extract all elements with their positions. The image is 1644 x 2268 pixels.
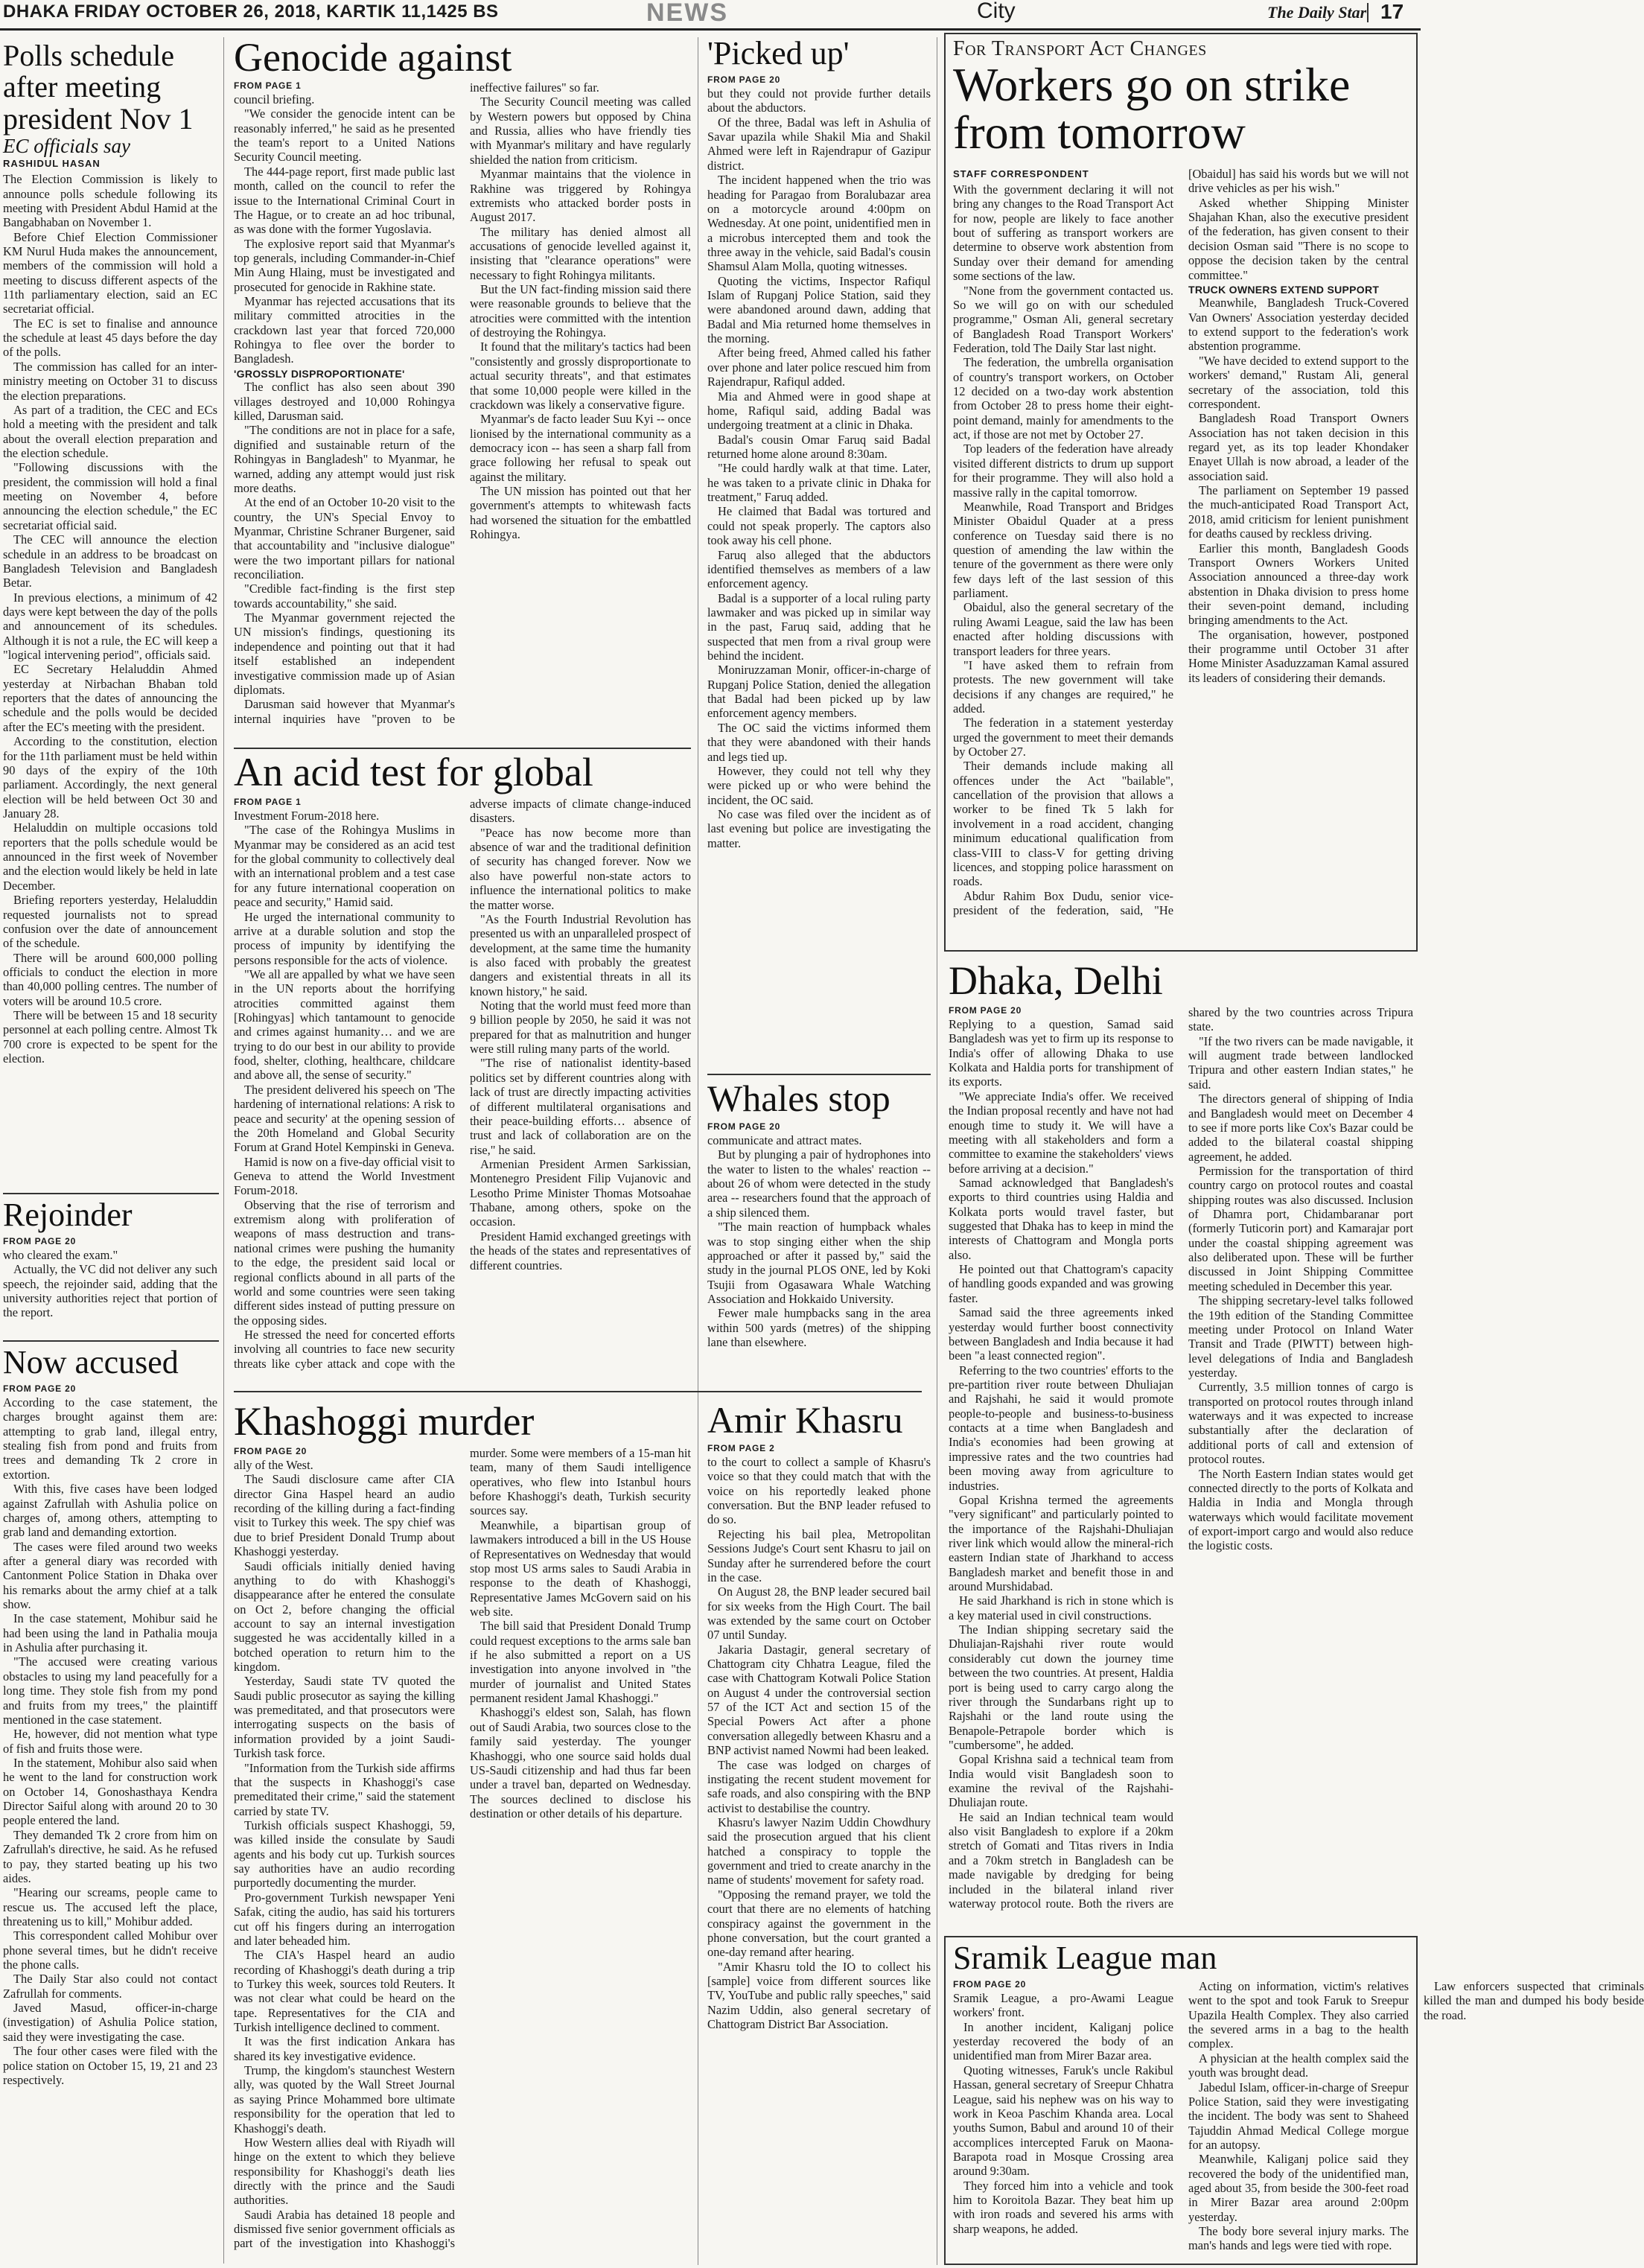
- story-paragraph: Faruq also alleged that the abductors identified themselves as members of a law enforcement agency.: [707, 547, 931, 591]
- story-paragraph: Their demands include making all offences under the Act "bailable", cancellation of the provision that allows a worker to be fined Tk 5 lakh for involvement in a road accident, changing minimum educational qualification from class-VIII to class-V for getting driving licences, and stopping police harassment on roads.: [953, 759, 1173, 889]
- story-paragraph: The explosive report said that Myanmar's top generals, including Commander-in-Chief Min Aung Hlaing, must be investigated and prosecuted for genocide in Rakhine state.: [234, 236, 455, 294]
- story-paragraph: who cleared the exam.": [3, 1248, 118, 1262]
- story-whales-stop: [707, 1077, 931, 1385]
- story-paragraph: Sramik League, a pro-Awami League workers' front.: [953, 1991, 1173, 2020]
- story-paragraph: The bill said that President Donald Trump could request exceptions to the arms sale ban if he also submitted a report on a US investigation into anyone involved in "the murder of journalist and United States permanent resident Jamal Khashoggi.": [470, 1619, 691, 1706]
- story-paragraph: At the end of an October 10-20 visit to the country, the UN's Special Envoy to Myanmar, Christine Schraner Burgener, said that accountability and "inclusive dialogue" were the two important pillars for national reconciliation.: [234, 495, 455, 582]
- story-paragraph: Rejecting his bail plea, Metropolitan Sessions Judge's Court sent Khasru to jail on Sunday after he surrendered before the court in the case.: [707, 1526, 931, 1584]
- story-paragraph: The case was lodged on charges of instigating the recent student movement for safe roads, and also conspiring with the BNP activist to destabilise the country.: [707, 1757, 931, 1815]
- amir-body: [707, 1455, 931, 2031]
- polls-subhead: EC officials say: [3, 135, 130, 158]
- story-paragraph: Investment Forum-2018 here.: [234, 809, 380, 823]
- story-paragraph: "Hearing our screams, people came to rescue us. The accused left the place, threatening us to kill," Mohibur added.: [3, 1885, 217, 1928]
- story-paragraph: "Amir Khasru told the IO to collect his [sample] voice from different sources like TV, YouTube and public rally speeches," said Nazim Uddin, also general secretary of Chattogram District Bar Association.: [707, 1959, 931, 2032]
- section-rule: [234, 748, 691, 749]
- delhi-headline[interactable]: Dhaka, Delhi: [949, 958, 1163, 1003]
- story-rejoinder: [3, 1199, 217, 1337]
- story-paragraph: "The case of the Rohingya Muslims in Myanmar may be considered as an acid test for the global community to collectively deal with an international problem and a test case for any future international cooperation on peace and security," Hamid said.: [234, 823, 455, 910]
- story-paragraph: According to the case statement, the charges brought against them are: attempting to grab land, illegal entry, stealing fish from pond and fruits from trees and demanding Tk 2 crore in extortion.: [3, 1395, 217, 1482]
- story-paragraph: "If the two rivers can be made navigable, it will augment trade between landlocked Tripura and other eastern Indian states," he said.: [1188, 1033, 1413, 1092]
- whales-from: FROM PAGE 20: [707, 1121, 781, 1132]
- acid-body: [234, 797, 691, 1373]
- acid-columns: [234, 797, 691, 1373]
- story-paragraph: Hamid is now on a five-day official visit to Geneva to attend the World Investment Forum-2018.: [234, 1154, 455, 1198]
- story-paragraph: It was the first indication Ankara has shared its key investigative evidence.: [234, 2034, 455, 2063]
- khashoggi-headline[interactable]: Khashoggi murder: [234, 1399, 535, 1444]
- sramik-headline[interactable]: Sramik League man: [953, 1940, 1217, 1976]
- story-paragraph: EC Secretary Helaluddin Ahmed yesterday at Nirbachan Bhaban told reporters that the dates of announcing the schedule and the polls would be decided after the EC's meeting with the president.: [3, 662, 217, 734]
- polls-byline: RASHIDUL HASAN: [3, 158, 101, 170]
- story-paragraph: Moniruzzaman Monir, officer-in-charge of Rupganj Police Station, denied the allegation that Badal had been picked up by law enforcement agency members.: [707, 663, 931, 721]
- story-paragraph: The North Eastern Indian states would get connected directly to the ports of Kolkata and Haldia in India and Mongla through waterways which would facilitate movement of export-import cargo and would also reduce the logistic costs.: [1188, 1466, 1413, 1553]
- delhi-from: FROM PAGE 20: [949, 1005, 1022, 1016]
- story-sramik-league: [944, 1936, 1644, 2265]
- section-rule: [3, 1193, 219, 1194]
- story-paragraph: But by plunging a pair of hydrophones into the water to listen to the whales' reaction -- about 26 of whom were detected in the study area -- researchers found that the approach of a ship silenced them.: [707, 1147, 931, 1220]
- story-paragraph: "As the Fourth Industrial Revolution has presented us with an unparalleled prospect of development, at the same time the humanity is also faced with probably the greatest dangers and existential threats in all its known history," he said.: [470, 911, 691, 998]
- story-paragraph: The conflict has also seen about 390 villages destroyed and 10,000 Rohingya killed, Darusman said.: [234, 380, 455, 424]
- story-paragraph: The Daily Star also could not contact Zafrullah for comments.: [3, 1972, 217, 2001]
- story-paragraph: He, however, did not mention what type of fish and fruits those were.: [3, 1727, 217, 1756]
- story-paragraph: Saudi officials initially denied having anything to do with Khashoggi's disappearance after he entered the consulate on Oct 2, before changing the official account to say an internal investigation suggested he was accidentally killed in a botched operation to return him to the kingdom.: [234, 1558, 455, 1675]
- story-paragraph: "We all are appalled by what we have seen in the UN reports about the horrifying atrocities committed against them [Rohingyas] which tantamount to genocide and crimes against humanity… and we are trying to do our best in our ability to provide food, shelter, clothing, healthcare, childcare and above all, the sense of security.": [234, 966, 455, 1083]
- story-paragraph: The body bore several injury marks. The man's hands and legs were tied with rope.: [1188, 2224, 1409, 2253]
- accused-headline[interactable]: Now accused: [3, 1344, 179, 1380]
- workers-body: [953, 167, 1409, 944]
- genocide-headline[interactable]: Genocide against: [234, 35, 512, 80]
- story-paragraph: Acting on information, victim's relatives went to the spot and took Faruk to Sreepur Upazila Health Complex. They also carried the severed arms in a bag to the health complex.: [1188, 1979, 1409, 2051]
- story-paragraph: Meanwhile, a bipartisan group of lawmakers introduced a bill in the US House of Representatives on Wednesday that would stop most US arms sales to Saudi Arabia in response to the death of Khashoggi, Representative James McGovern said on his web site.: [470, 1517, 691, 1619]
- amir-from: FROM PAGE 2: [707, 1443, 775, 1453]
- section-label: NEWS: [646, 0, 728, 27]
- acid-from: FROM PAGE 1: [234, 797, 302, 807]
- sramik-from: FROM PAGE 20: [953, 1979, 1027, 1990]
- story-paragraph: Actually, the VC did not deliver any such speech, the rejoinder said, adding that the university authorities reject that portion of the report.: [3, 1262, 217, 1320]
- column-rule: [223, 37, 224, 2264]
- section-rule: [234, 1391, 922, 1392]
- workers-byline: STAFF CORRESPONDENT: [953, 168, 1089, 179]
- story-paragraph: With the government declaring it will not bring any changes to the Road Transport Act for now, people are likely to face another bout of suffering as transport workers are determine to observe work abstention from Sunday over their demand for amending some sections of the law.: [953, 182, 1173, 284]
- story-paragraph: He pointed out that Chattogram's capacity of handling goods expanded and was growing faster.: [949, 1262, 1173, 1305]
- story-paragraph: The commission has called for an inter-ministry meeting on October 31 to discuss the election preparations.: [3, 359, 217, 403]
- story-paragraph: "We appreciate India's offer. We received the Indian proposal recently and have not had enough time to study it. We will have a meeting with all stakeholders and form a committee to examine the stakeholders' views before arriving at a decision.": [949, 1089, 1173, 1176]
- delhi-body: [949, 1005, 1413, 1918]
- story-paragraph: On August 28, the BNP leader secured bail for six weeks from the High Court. The bail was extended by the same court on October 07 until Sunday.: [707, 1584, 931, 1643]
- story-paragraph: This correspondent called Mohibur over phone several times, but he didn't receive the phone calls.: [3, 1928, 217, 1972]
- story-paragraph: Khashoggi's eldest son, Salah, has flown out of Saudi Arabia, two sources close to the family said yesterday. The younger Khashoggi, who one source said holds dual US-Saudi citizenship and had thus far been under a travel ban, departed on Wednesday. The sources declined to disclose his destination or other details of his departure.: [470, 1705, 691, 1821]
- story-paragraph: There will be around 600,000 polling officials to conduct the election in more than 40,000 polling centres. The number of voters will be around 10.5 crore.: [3, 950, 217, 1008]
- story-paragraph: He stressed the need for concerted efforts involving all countries to face new security threats like cyber attack and cope with the adverse impacts of climate change-induced disasters.: [234, 797, 691, 1371]
- story-paragraph: The EC is set to finalise and announce the schedule at least 45 days before the day of the polls.: [3, 316, 217, 360]
- story-paragraph: Observing that the rise of terrorism and extremism along with proliferation of weapons of mass destruction and trans-national crimes were pushing the humanity to the edge, the president said local or regional conflicts abound in all parts of the world and some countries were seen taking different sides instead of putting pressure on the opposing sides.: [234, 1197, 455, 1328]
- genocide-from: FROM PAGE 1: [234, 80, 302, 91]
- section-name: City: [977, 0, 1016, 23]
- dateline: DHAKA FRIDAY OCTOBER 26, 2018, KARTIK 11,1425 BS: [3, 1, 499, 22]
- story-paragraph: council briefing.: [234, 92, 315, 106]
- picked-body: [707, 86, 931, 850]
- story-paragraph: Meanwhile, Bangladesh Truck-Covered Van Owners' Association yesterday decided to extend support to the federation's work abstention programme.: [1188, 296, 1409, 354]
- acid-headline[interactable]: An acid test for global: [234, 750, 593, 794]
- story-paragraph: Fewer male humpbacks sang in the area within 500 yards (metres) of the shipping lane than elsewhere.: [707, 1306, 931, 1350]
- khashoggi-columns: [234, 1446, 691, 2253]
- whales-body: [707, 1133, 931, 1349]
- story-paragraph: The 444-page report, first made public last month, called on the council to refer the issue to the International Criminal Court in The Hague, or to create an ad hoc tribunal, as was done with the former Yugoslavia.: [234, 164, 455, 237]
- story-paragraph: "I have asked them to refrain from protests. The new government will take decisions if any changes are required," he added.: [953, 657, 1173, 716]
- story-paragraph: "We consider the genocide intent can be reasonably inferred," he said as he presented the team's report to a United Nations Security Council meeting.: [234, 106, 455, 165]
- workers-headline[interactable]: Workers go on strike from tomorrow: [953, 58, 1351, 159]
- story-paragraph: to the court to collect a sample of Khasru's voice so that they could match that with the voice on his reportedly leaked phone conversation. But the BNP leader refused to do so.: [707, 1455, 931, 1527]
- rejoinder-from: FROM PAGE 20: [3, 1236, 77, 1246]
- story-paragraph: Gopal Krishna termed the agreements "very significant" and particularly pointed to the importance of the Rajshahi-Dhuliajan river link which would allow the mineral-rich eastern Indian state of Jharkhand to access Bangladesh market and benefit those in and around Murshidabad.: [949, 1492, 1173, 1594]
- picked-headline[interactable]: 'Picked up': [707, 35, 850, 71]
- story-paragraph: Trump, the kingdom's staunchest Western ally, was quoted by the Wall Street Journal as saying Prince Mohammed bore ultimate responsibility for the operation that led to Khashoggi's death.: [234, 2063, 455, 2135]
- section-rule: [707, 1074, 931, 1075]
- story-paragraph: In the case statement, Mohibur said he had been using the land in Pathalia mouja in Ashulia after purchasing it.: [3, 1611, 217, 1655]
- story-paragraph: "He could hardly walk at that time. Later, he was taken to a private clinic in Dhaka for treatment," Faruq added.: [707, 461, 931, 505]
- story-paragraph: The federation, the umbrella organisation of country's transport workers, on October 12 decided on a two-day work abstention from October 28 to press home their eight-point demand, mainly for amendments to the act, if those are not met by October 27.: [953, 355, 1173, 442]
- polls-headline[interactable]: Polls schedule after meeting president Nov 1: [3, 39, 194, 136]
- story-paragraph: The shipping secretary-level talks followed the 19th edition of the Standing Committee meeting under Protocol on Inland Water Transit and Trade (PIWTT) between high-level delegations of India and Bangladesh yesterday.: [1188, 1293, 1413, 1380]
- story-paragraph: Permission for the transportation of third country cargo on protocol routes and coastal shipping routes was also discussed. Inclusion of Dhamra port, Chidambaranar port (formerly Tuticorin port) and Kamarajar port under the coastal shipping agreement was also deliberated upon. These will be further discussed in Joint Shipping Committee meeting scheduled in December this year.: [1188, 1163, 1413, 1293]
- sramik-columns: [953, 1979, 1644, 2256]
- story-paragraph: The CIA's Haspel heard an audio recording of Khashoggi's death during a trip to Turkey this week, sources told Reuters. It was not clear what could be heard on the tape. Representatives for the CIA and Turkish intelligence declined to comment.: [234, 1948, 455, 2035]
- story-paragraph: There will be between 15 and 18 security personnel at each polling centre. Almost Tk 700 crore is expected to be spent for the election.: [3, 1008, 217, 1066]
- story-paragraph: Before Chief Election Commissioner KM Nurul Huda makes the announcement, members of the commission will hold a meeting to discuss different aspects of the 11th parliamentary election, said an EC secretariat official.: [3, 229, 217, 316]
- story-paragraph: He said an Indian technical team would also visit Bangladesh to explore if a 20km stretch of Gomati and Titas rivers in India and a 70km stretch in Bangladesh can be made navigable by dredging for being included in the bilateral inland river waterway protocol route. Both the rivers are shared by the two countries across Tripura state.: [949, 1005, 1413, 1911]
- story-paragraph: Jabedul Islam, officer-in-charge of Sreepur Police Station, said they were investigating the incident. The body was sent to Shaheed Tajuddin Ahmad Medical College morgue for an autopsy.: [1188, 2080, 1409, 2152]
- story-workers-strike: [944, 33, 1418, 952]
- story-paragraph: Myanmar maintains that the violence in Rakhine was triggered by Rohingya extremists who attacked border posts in August 2017.: [470, 167, 691, 225]
- story-paragraph: He claimed that Badal was tortured and could not speak properly. The captors also took away his cell phone.: [707, 504, 931, 548]
- story-paragraph: In previous elections, a minimum of 42 days were kept between the day of the polls and announcement of its schedules. Although it is not a rule, the EC will keep a "logical intervening period", officials said.: [3, 590, 217, 663]
- story-paragraph: Badal's cousin Omar Faruq said Badal returned home alone around 8:30am.: [707, 432, 931, 461]
- story-paragraph: He urged the international community to arrive at a durable solution and stop the process of impunity by identifying the persons responsible for the acts of violence.: [234, 909, 455, 967]
- story-paragraph: Yesterday, Saudi state TV quoted the Saudi public prosecutor as saying the killing was premeditated, and that prosecutors were interrogating suspects on the basis of information provided by a joint Saudi-Turkish task force.: [234, 1674, 455, 1761]
- story-paragraph: Saudi Arabia has detained 18 people and dismissed five senior government officials as part of the investigation into Khashoggi's murder. Some were members of a 15-man hit team, many of them Saudi intelligence operatives, who flew into Istanbul hours before Khashoggi's death, Turkish security sources say.: [234, 1446, 691, 2251]
- story-khashoggi: [234, 1401, 691, 2265]
- story-paragraph: Earlier this month, Bangladesh Goods Transport Owners Workers United Association announced a three-day work abstention in Dhaka division to press home their seven-point demand, including bringing amendments to the Act.: [1188, 541, 1409, 628]
- story-paragraph: "The main reaction of humpback whales was to stop singing either when the ship approached or after it passed by," said the study in the journal PLOS ONE, led by Koki Tsujii from Ogasawara Whale Watching Association and Hokkaido University.: [707, 1220, 931, 1306]
- story-paragraph: "The conditions are not in place for a safe, dignified and sustainable return of the Rohingyas in Bangladesh" to Myanmar, he warned, adding any attempt would just risk more deaths.: [234, 423, 455, 495]
- genocide-columns: [234, 80, 691, 731]
- section-rule: [3, 1340, 219, 1342]
- story-paragraph: Pro-government Turkish newspaper Yeni Safak, citing the audio, has said his torturers cut off his fingers during an interrogation and later beheaded him.: [234, 1890, 455, 1948]
- rejoinder-body: [3, 1248, 217, 1320]
- story-paragraph: Khasru's lawyer Nazim Uddin Chowdhury said the prosecution argued that his client hatched a conspiracy to topple the government and tried to create anarchy in the name of students' movement for safety road.: [707, 1815, 931, 1888]
- story-paragraph: The federation in a statement yesterday urged the government to meet their demands by October 27.: [953, 716, 1173, 759]
- story-paragraph: Armenian President Armen Sarkissian, Montenegro President Filip Vujanovic and Lesotho Prime Minister Thomas Motsoahae Thabane, among others, spoke on the occasion.: [470, 1156, 691, 1229]
- masthead-rule: [0, 28, 1421, 31]
- masthead: [0, 0, 1421, 28]
- story-paragraph: Obaidul, also the general secretary of the ruling Awami League, said the law has been enacted after holding discussions with transport leaders for three years.: [953, 600, 1173, 658]
- story-paragraph: The president delivered his speech on 'The hardening of international relations: A risk to peace and security' at the opening session of the 20th Homeland and Global Security Forum at Grand Hotel Kempinski in Geneva.: [234, 1082, 455, 1155]
- story-paragraph: Meanwhile, Road Transport and Bridges Minister Obaidul Quader at a press conference on Tuesday said there is no question of amending the law within the tenure of the government as there were only few days left of the last session of this parliament.: [953, 499, 1173, 601]
- workers-kicker: For Transport Act Changes: [953, 37, 1207, 60]
- story-paragraph: "Information from the Turkish side affirms that the suspects in Khashoggi's case premeditated their crime," said the statement carried by state TV.: [234, 1760, 455, 1818]
- story-paragraph: But the UN fact-finding mission said there were reasonable grounds to believe that the atrocities were committed with the intention of destroying the Rohingya.: [470, 282, 691, 340]
- story-paragraph: The military has denied almost all accusations of genocide levelled against it, insisting that "clearance operations" were necessary to fight Rohingya militants.: [470, 224, 691, 282]
- story-paragraph: The parliament on September 19 passed the much-anticipated Road Transport Act, 2018, amid criticism for lenient punishment for deaths caused by reckless driving.: [1188, 483, 1409, 541]
- story-paragraph: According to the constitution, election for the 11th parliament must be held within 90 days of the expiry of the 10th parliament. Accordingly, the next general election will be held between Oct 30 and January 28.: [3, 734, 217, 821]
- story-paragraph: "The rise of nationalist identity-based politics set by different countries along with lack of trust are directly impacting activities of different multilateral organisations and their peace-building efforts… absence of trust and lack of collaboration are on the rise," he said.: [470, 1056, 691, 1157]
- story-paragraph: No case was filed over the incident as of last evening but police are investigating the matter.: [707, 806, 931, 850]
- story-paragraph: The four other cases were filed with the police station on October 15, 19, 21 and 23 respectively.: [3, 2044, 217, 2087]
- story-paragraph: The directors general of shipping of India and Bangladesh would meet on December 4 to see if more ports like Cox's Bazar could be added to the bilateral coastal shipping agreement, he added.: [1188, 1092, 1413, 1164]
- story-paragraph: He said Jharkhand is rich in stone which is a key material used in civil constructions.: [949, 1593, 1173, 1622]
- story-paragraph: "Credible fact-finding is the first step towards accountability," she said.: [234, 582, 455, 611]
- story-polls: [3, 40, 217, 1187]
- story-paragraph: ally of the West.: [234, 1458, 313, 1472]
- story-paragraph: A physician at the health complex said the youth was brought dead.: [1188, 2051, 1409, 2080]
- story-paragraph: Turkish officials suspect Khashoggi, 59, was killed inside the consulate by Saudi agents and his body cut up. Turkish sources say authorities have an audio recording purportedly documenting the murder.: [234, 1818, 455, 1890]
- story-paragraph: Briefing reporters yesterday, Helaluddin requested journalists not to spread confusion over the date of announcement of the schedule.: [3, 893, 217, 951]
- story-paragraph: Bangladesh Road Transport Owners Association has not taken decision in this regard yet, as its top leader Khondaker Enayet Ullah is now abroad, a leader of the association said.: [1188, 411, 1409, 483]
- story-paragraph: The cases were filed around two weeks after a general diary was recorded with Cantonment Police Station in Dhaka over his remarks about the army chief at a talk show.: [3, 1539, 217, 1612]
- rejoinder-headline[interactable]: Rejoinder: [3, 1197, 133, 1233]
- story-amir-khasru: [707, 1401, 931, 2265]
- story-paragraph: However, they could not tell why they were picked up or who were behind the incident, the OC said.: [707, 763, 931, 807]
- story-paragraph: How Western allies deal with Riyadh will hinge on the extent to which they believe responsibility for Khashoggi's death lies directly with the prince and the Saudi authorities.: [234, 2135, 455, 2208]
- story-paragraph: After being freed, Ahmed called his father over phone and later police rescued him from Rajendrapur, Rafiqul added.: [707, 345, 931, 389]
- story-paragraph: The Saudi disclosure came after CIA director Gina Haspel heard an audio recording of the killing during a fact-finding visit to Turkey this week. The spy chief was due to brief President Donald Trump about Khashoggi yesterday.: [234, 1472, 455, 1559]
- story-paragraph: communicate and attract mates.: [707, 1133, 862, 1147]
- story-paragraph: Noting that the world must feed more than 9 billion people by 2050, he said it was not prepared for that as malnutrition and hunger were still ruling many parts of the world.: [470, 998, 691, 1057]
- story-paragraph: The organisation, however, postponed their programme until October 31 after Home Minister Asaduzzaman Kamal assured its leaders of considering their demands.: [1188, 627, 1409, 685]
- story-paragraph: Samad said the three agreements inked yesterday would further boost connectivity between Bangladesh and India because it had been "a least connected region".: [949, 1305, 1173, 1363]
- story-paragraph: The Election Commission is likely to announce polls schedule following its meeting with President Abdul Hamid at the Bangabhaban on November 1.: [3, 172, 217, 230]
- accused-body: [3, 1395, 217, 2087]
- delhi-columns: [949, 1005, 1413, 1918]
- story-picked-up: [707, 37, 931, 1072]
- story-paragraph: In another incident, Kaliganj police yesterday recovered the body of an unidentified man from Mirer Bazar area.: [953, 2019, 1173, 2063]
- amir-headline[interactable]: Amir Khasru: [707, 1399, 903, 1441]
- story-paragraph: Myanmar has rejected accusations that its military committed atrocities in the crackdown last year that forced 720,000 Rohingya to flee over the border to Bangladesh.: [234, 294, 455, 366]
- polls-body: [3, 172, 217, 1065]
- workers-columns: [953, 167, 1409, 944]
- story-paragraph: The OC said the victims informed them that they were abandoned with their hands and legs tied up.: [707, 720, 931, 764]
- story-paragraph: In the statement, Mohibur also said when he went to the land for construction work on October 14, Gonoshasthaya Kendra Director Saiful along with around 20 to 30 people entered the land.: [3, 1755, 217, 1828]
- story-paragraph: Law enforcers suspected that criminals killed the man and dumped his body beside the road.: [1424, 1979, 1644, 2022]
- story-paragraph: Referring to the two countries' efforts to the pre-partition river route between Dhuliajan and Rajshahi, he said it would promote people-to-people and business-to-business contacts at a time when Bangladesh and India's economies had been growing at impressive rates and the two countries had been moving away from agriculture to industries.: [949, 1363, 1173, 1493]
- story-paragraph: "Opposing the remand prayer, we told the court that there are no elements of hatching conspiracy against the government in the phone conversation, but the court granted a one-day remand after hearing.: [707, 1887, 931, 1960]
- accused-from: FROM PAGE 20: [3, 1383, 77, 1394]
- story-paragraph: The CEC will announce the election schedule in an address to be broadcast on Bangladesh Television and Bangladesh Betar.: [3, 532, 217, 590]
- story-paragraph: The Myanmar government rejected the UN mission's findings, questioning its independence and pointing out that it had itself established an independent investigative commission made up of Asian diplomats.: [234, 611, 455, 697]
- story-paragraph: It found that the military's tactics had been "consistently and grossly disproportionate to actual security threats", and that estimates that some 10,000 people were killed in the crackdown was likely a conservative figure.: [470, 340, 691, 412]
- story-paragraph: "Following discussions with the president, the commission will hold a final meeting on November 4, before announcing the election schedule," the EC secretariat official said.: [3, 460, 217, 532]
- story-paragraph: Helaluddin on multiple occasions told reporters that the polls schedule would be announced in the first week of November and the election would likely be held in late December.: [3, 821, 217, 893]
- khashoggi-body: [234, 1446, 691, 2253]
- story-paragraph: Currently, 3.5 million tonnes of cargo is transported on protocol routes through inland waterways and it was expected to increase substantially after the declaration of additional ports of call and extension of protocol routes.: [1188, 1380, 1413, 1467]
- story-paragraph: Quoting witnesses, Faruk's uncle Rakibul Hassan, general secretary of Sreepur Chhatra League, said his nephew was on his way to work in Keoa Paschim Khanda area. Local youths Sumon, Babul and around 10 of their accomplices intercepted Faruk on Maona-Barapota road in Mosque Crossing area around 9:30am.: [953, 2062, 1173, 2179]
- story-paragraph: The Security Council meeting was called by Western powers but opposed by China and Russia, allies who have friendly ties with Myanmar's military and have regularly shielded the nation from criticism.: [470, 95, 691, 167]
- story-paragraph: Gopal Krishna said a technical team from India would visit Bangladesh soon to examine the revival of the Rajshahi-Dhuliajan route.: [949, 1752, 1173, 1810]
- masthead-divider: [1367, 3, 1369, 22]
- story-paragraph: Of the three, Badal was left in Ashulia of Savar upazila while Shakil Mia and Shakil Ahmed were left in Rajendrapur of Gazipur district.: [707, 115, 931, 173]
- story-acid-test: [234, 752, 691, 1385]
- story-paragraph: "Peace has now become more than absence of war and the traditional definition of security has changed forever. Now we also have powerful non-state actors to influence the international politics to make the matter worse.: [470, 825, 691, 912]
- story-paragraph: Badal is a supporter of a local ruling party lawmaker and was picked up in similar way in the past, Faruq said, adding that he suspected that men from a rival group were behind the incident.: [707, 590, 931, 663]
- story-paragraph: They forced him into a vehicle and took him to Koroitola Bazar. They beat him up with iron roads and severed his arms with sharp weapons, he added.: [953, 2178, 1173, 2236]
- story-paragraph: The UN mission has pointed out that her government's attempts to whitewash facts had worsened the situation for the embattled Rohingya.: [470, 484, 691, 542]
- khashoggi-from: FROM PAGE 20: [234, 1446, 308, 1456]
- story-genocide: [234, 37, 691, 743]
- paper-name: The Daily Star: [1267, 3, 1367, 22]
- story-paragraph: 'GROSSLY DISPROPORTIONATE': [234, 367, 405, 380]
- story-now-accused: [3, 1346, 217, 2265]
- story-paragraph: Quoting the victims, Inspector Rafiqul Islam of Rupganj Police Station, said they were abandoned around dawn, adding that Badal and Mia returned home themselves in the morning.: [707, 273, 931, 346]
- story-paragraph: As part of a tradition, the CEC and ECs hold a meeting with the president and talk about the overall election preparation and the election schedule.: [3, 402, 217, 460]
- story-paragraph: The incident happened when the trio was heading for Paragao from Boralubazar area on a motorcycle around 4:00pm on Wednesday. At one point, unidentified men in a microbus intercepted them and took the three away in the vehicle, said Badal's cousin Shamsul Alam Molla, quoting witnesses.: [707, 173, 931, 274]
- story-paragraph: Asked whether Shipping Minister Shajahan Khan, also the executive president of the federation, has given consent to their decision Osman said "There is no scope to oppose the decision taken by the central committee.": [1188, 195, 1409, 282]
- story-paragraph: TRUCK OWNERS EXTEND SUPPORT: [1188, 283, 1380, 296]
- story-paragraph: Mia and Ahmed were in good shape at home, Rafiqul said, adding Badal was undergoing treatment at a clinic in Dhaka.: [707, 389, 931, 433]
- page-number: 17: [1380, 0, 1404, 23]
- story-paragraph: Darusman said however that Myanmar's internal inquiries have "proven to be ineffective failures" so far.: [234, 80, 599, 726]
- story-paragraph: The Indian shipping secretary said the Dhuliajan-Rajshahi river route would considerably cut down the journey time between the two countries. At present, Haldia port is being used to carry cargo along the river through the Sundarbans right up to Rajshahi or the land route using the Benapole-Petrapole border which is "cumbersome", he added.: [949, 1622, 1173, 1752]
- story-paragraph: Myanmar's de facto leader Suu Kyi -- once lionised by the international community as a democracy icon -- has seen a sharp fall from grace following her refusal to speak out against the military.: [470, 412, 691, 484]
- story-dhaka-delhi: [944, 958, 1418, 1928]
- story-paragraph: Replying to a question, Samad said Bangladesh was yet to firm up its response to India's offer of allowing Dhaka to use Kolkata and Haldia ports for transhipment of its exports.: [949, 1017, 1173, 1089]
- story-paragraph: President Hamid exchanged greetings with the heads of the states and representatives of different countries.: [470, 1229, 691, 1272]
- picked-from: FROM PAGE 20: [707, 74, 781, 85]
- story-paragraph: Top leaders of the federation have already visited different districts to drum up support for their programme. They will also hold a massive rally in the capital tomorrow.: [953, 442, 1173, 500]
- story-paragraph: Javed Masud, officer-in-charge (investigation) of Ashulia Police station, said they were investigating the case.: [3, 2001, 217, 2044]
- sramik-body: [953, 1979, 1644, 2256]
- story-paragraph: "We have decided to extend support to the workers' demand," Rustam Ali, general secretary of the association, told this correspondent.: [1188, 353, 1409, 411]
- whales-headline[interactable]: Whales stop: [707, 1077, 890, 1119]
- story-paragraph: Meanwhile, Kaliganj police said they recovered the body of the unidentified man, aged about 35, from beside the 300-feet road in Mirer Bazar area around 2:00pm yesterday.: [1188, 2152, 1409, 2224]
- story-paragraph: Samad acknowledged that Bangladesh's exports to third countries using Haldia and Kolkata ports would travel faster, but suggested that Dhaka has to keep in mind the interests of Chattogram and Mongla ports also.: [949, 1175, 1173, 1262]
- story-paragraph: Jakaria Dastagir, general secretary of Chattogram city Chhatra League, filed the case with Chattogram Kotwali Police Station on August 4 under the controversial section 57 of the ICT Act and section 15 of the Special Powers Act after a phone conversation allegedly between Khasru and a BNP activist named Nowmi had been leaked.: [707, 1642, 931, 1758]
- genocide-body: [234, 80, 691, 731]
- story-paragraph: With this, five cases have been lodged against Zafrullah with Ashulia police on charges of, among others, attempting to grab land and demanding extortion.: [3, 1482, 217, 1540]
- story-paragraph: "The accused were creating various obstacles to using my land peacefully for a long time. They stole fish from my pond and fruits from my trees," the plaintiff mentioned in the case statement.: [3, 1654, 217, 1727]
- story-paragraph: but they could not provide further details about the abductors.: [707, 86, 931, 115]
- story-paragraph: Abdur Rahim Box Dudu, senior vice-president of the federation, said, "He [Obaidul] has said his words but we will not drive vehicles as per his wish.": [953, 167, 1409, 917]
- story-paragraph: They demanded Tk 2 crore from him on Zafrullah's directive, he said. As he refused to pay, they started beating up his two aides.: [3, 1827, 217, 1885]
- story-paragraph: "None from the government contacted us. So we will go on with our scheduled programme," Osman Ali, general secretary of Bangladesh Road Transport Workers' Federation, told The Daily Star last night.: [953, 283, 1173, 355]
